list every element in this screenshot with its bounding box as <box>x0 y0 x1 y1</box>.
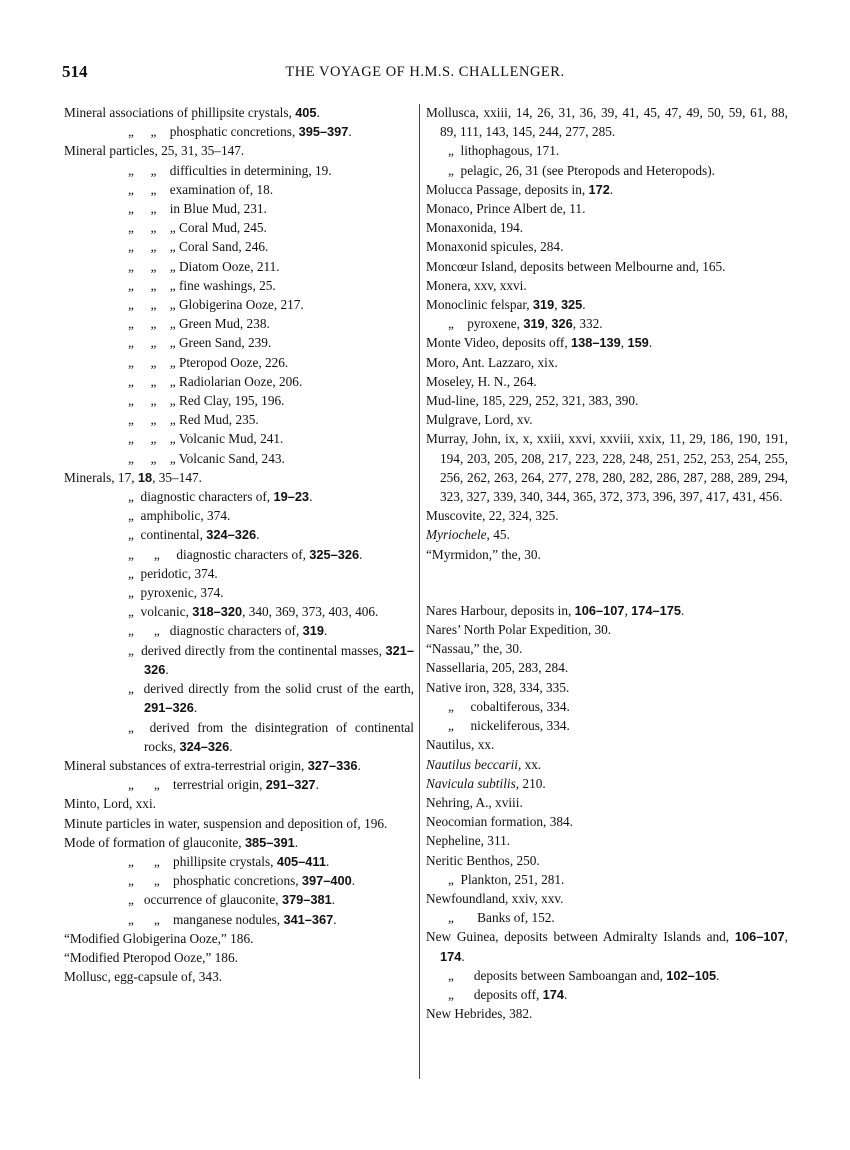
index-subentry: „ „ examination of, 18. <box>128 181 274 197</box>
index-entry: Minerals, 17, 18, 35–147. <box>64 469 202 485</box>
index-entry: Moseley, H. N., 264. <box>426 373 537 389</box>
index-entry: New Hebrides, 382. <box>426 1006 533 1022</box>
index-entry: Navicula subtilis, 210. <box>426 775 546 791</box>
index-entry: Nares’ North Polar Expedition, 30. <box>426 622 612 638</box>
index-subentry: „ „ „ Red Mud, 235. <box>128 412 259 428</box>
index-subentry: „ pyroxene, 319, 326, 332. <box>448 316 603 332</box>
index-subentry: „ volcanic, 318–320, 340, 369, 373, 403, 406. <box>128 604 379 620</box>
index-subentry: „ „ diagnostic characters of, 325–326. <box>128 546 363 562</box>
index-subentry: „ „ „ Red Clay, 195, 196. <box>128 393 285 409</box>
index-entry: Murray, John, ix, x, xxiii, xxvi, xxviii, xxix, 11, 29, 186, 190, 191, 194, 203, 205, 208, 217, 223, 228, 248, 251, 252, 253, 254, 255, 256, 262, 263, 264, 277, 278, 280, 282, 286, 287, 288, 289, 294, 323, 327, 339, 340, 344, 365, 372, 373, 396, 397, 417, 431, 456. <box>426 431 788 505</box>
index-subentry: „ „ „ Coral Sand, 246. <box>128 239 269 255</box>
index-entry: “Myrmidon,” the, 30. <box>426 546 541 562</box>
index-entry: Minute particles in water, suspension and deposition of, 196. <box>64 815 388 831</box>
index-subentry: „ „ phosphatic concretions, 395–397. <box>128 124 352 140</box>
index-entry: Muscovite, 22, 324, 325. <box>426 508 559 524</box>
index-subentry: „ „ „ Pteropod Ooze, 226. <box>128 354 289 370</box>
index-entry: Mollusc, egg-capsule of, 343. <box>64 969 223 985</box>
index-subentry: „ Plankton, 251, 281. <box>448 871 565 887</box>
running-title: THE VOYAGE OF H.M.S. CHALLENGER. <box>285 64 565 80</box>
index-subentry: „ pelagic, 26, 31 (see Pteropods and Heteropods). <box>448 162 715 178</box>
index-subentry: „ pyroxenic, 374. <box>128 585 224 601</box>
index-subentry: „ derived directly from the solid crust of the earth, 291–326. <box>128 681 414 716</box>
index-subentry: „ nickeliferous, 334. <box>448 718 570 734</box>
index-subentry: „ „ „ fine washings, 25. <box>128 277 276 293</box>
index-entry: “Modified Globigerina Ooze,” 186. <box>64 930 254 946</box>
index-entry: Monaxonid spicules, 284. <box>426 239 564 255</box>
index-subentry: „ „ phosphatic concretions, 397–400. <box>128 873 356 889</box>
index-subentry: „ „ in Blue Mud, 231. <box>128 201 267 217</box>
index-entry: Neocomian formation, 384. <box>426 814 573 830</box>
index-entry: Nautilus beccarii, xx. <box>426 756 542 772</box>
index-entry: Newfoundland, xxiv, xxv. <box>426 890 564 906</box>
page-number: 514 <box>62 62 88 81</box>
index-entry: Mollusca, xxiii, 14, 26, 31, 36, 39, 41, 45, 47, 49, 50, 59, 61, 88, 89, 111, 143, 145, 244, 277, 285. <box>426 105 788 140</box>
index-column-left <box>64 103 414 986</box>
index-entry: Mud-line, 185, 229, 252, 321, 383, 390. <box>426 393 639 409</box>
index-entry: Minto, Lord, xxi. <box>64 796 156 812</box>
index-entry: Molucca Passage, deposits in, 172. <box>426 181 614 197</box>
index-entry: Mulgrave, Lord, xv. <box>426 412 533 428</box>
index-subentry: „ „ „ Green Sand, 239. <box>128 335 272 351</box>
index-entry: Myriochele, 45. <box>426 527 510 543</box>
index-subentry: „ deposits off, 174. <box>448 986 568 1002</box>
index-entry: “Modified Pteropod Ooze,” 186. <box>64 949 238 965</box>
index-subentry: „ „ „ Coral Mud, 245. <box>128 220 267 236</box>
index-subentry: „ occurrence of glauconite, 379–381. <box>128 892 336 908</box>
index-subentry: „ Banks of, 152. <box>448 910 555 926</box>
index-entry: Mineral associations of phillipsite crystals, 405. <box>64 105 320 120</box>
index-subentry: „ continental, 324–326. <box>128 527 260 543</box>
index-subentry: „ „ „ Volcanic Mud, 241. <box>128 431 284 447</box>
index-entry: Nepheline, 311. <box>426 833 511 849</box>
index-subentry: „ lithophagous, 171. <box>448 143 560 159</box>
index-subentry: „ „ „ Radiolarian Ooze, 206. <box>128 373 303 389</box>
index-entry: Nassellaria, 205, 283, 284. <box>426 660 569 676</box>
index-entry: Moncœur Island, deposits between Melbourne and, 165. <box>426 258 726 274</box>
index-entry: Nares Harbour, deposits in, 106–107, 174–175. <box>426 602 685 618</box>
index-subentry: „ „ manganese nodules, 341–367. <box>128 911 337 927</box>
index-column-right <box>426 103 788 1023</box>
column-divider <box>419 104 420 1079</box>
index-subentry: „ deposits between Samboangan and, 102–105. <box>448 967 720 983</box>
index-entry: “Nassau,” the, 30. <box>426 641 523 657</box>
index-entry: Monaxonida, 194. <box>426 220 524 236</box>
index-entry: Mineral particles, 25, 31, 35–147. <box>64 143 245 159</box>
index-entry: Monoclinic felspar, 319, 325. <box>426 297 586 313</box>
index-entry: Mineral substances of extra-terrestrial origin, 327–336. <box>64 757 361 773</box>
index-entry: Moro, Ant. Lazzaro, xix. <box>426 354 558 370</box>
index-entry: Monte Video, deposits off, 138–139, 159. <box>426 335 653 351</box>
section-gap <box>426 564 788 601</box>
index-entry: Monaco, Prince Albert de, 11. <box>426 201 586 217</box>
index-subentry: „ derived from the disintegration of continental rocks, 324–326. <box>128 719 414 754</box>
page-header <box>60 62 790 84</box>
index-entry: Nehring, A., xviii. <box>426 794 523 810</box>
index-subentry: „ „ „ Volcanic Sand, 243. <box>128 450 285 466</box>
index-entry: Native iron, 328, 334, 335. <box>426 679 570 695</box>
index-subentry: „ „ terrestrial origin, 291–327. <box>128 777 319 793</box>
index-entry: New Guinea, deposits between Admiralty Islands and, 106–107, 174. <box>426 929 788 964</box>
index-entry: Neritic Benthos, 250. <box>426 852 540 868</box>
index-entry: Nautilus, xx. <box>426 737 495 753</box>
index-subentry: „ diagnostic characters of, 19–23. <box>128 489 313 505</box>
index-subentry: „ „ difficulties in determining, 19. <box>128 162 332 178</box>
index-subentry: „ „ „ Green Mud, 238. <box>128 316 270 332</box>
index-subentry: „ „ „ Diatom Ooze, 211. <box>128 258 280 274</box>
index-subentry: „ „ phillipsite crystals, 405–411. <box>128 853 330 869</box>
index-subentry: „ derived directly from the continental masses, 321–326. <box>128 642 414 677</box>
index-subentry: „ amphibolic, 374. <box>128 508 231 524</box>
index-subentry: „ „ diagnostic characters of, 319. <box>128 623 328 639</box>
index-subentry: „ cobaltiferous, 334. <box>448 698 570 714</box>
index-subentry: „ „ „ Globigerina Ooze, 217. <box>128 297 304 313</box>
index-subentry: „ peridotic, 374. <box>128 565 218 581</box>
index-entry: Monera, xxv, xxvi. <box>426 277 527 293</box>
index-entry: Mode of formation of glauconite, 385–391. <box>64 834 299 850</box>
